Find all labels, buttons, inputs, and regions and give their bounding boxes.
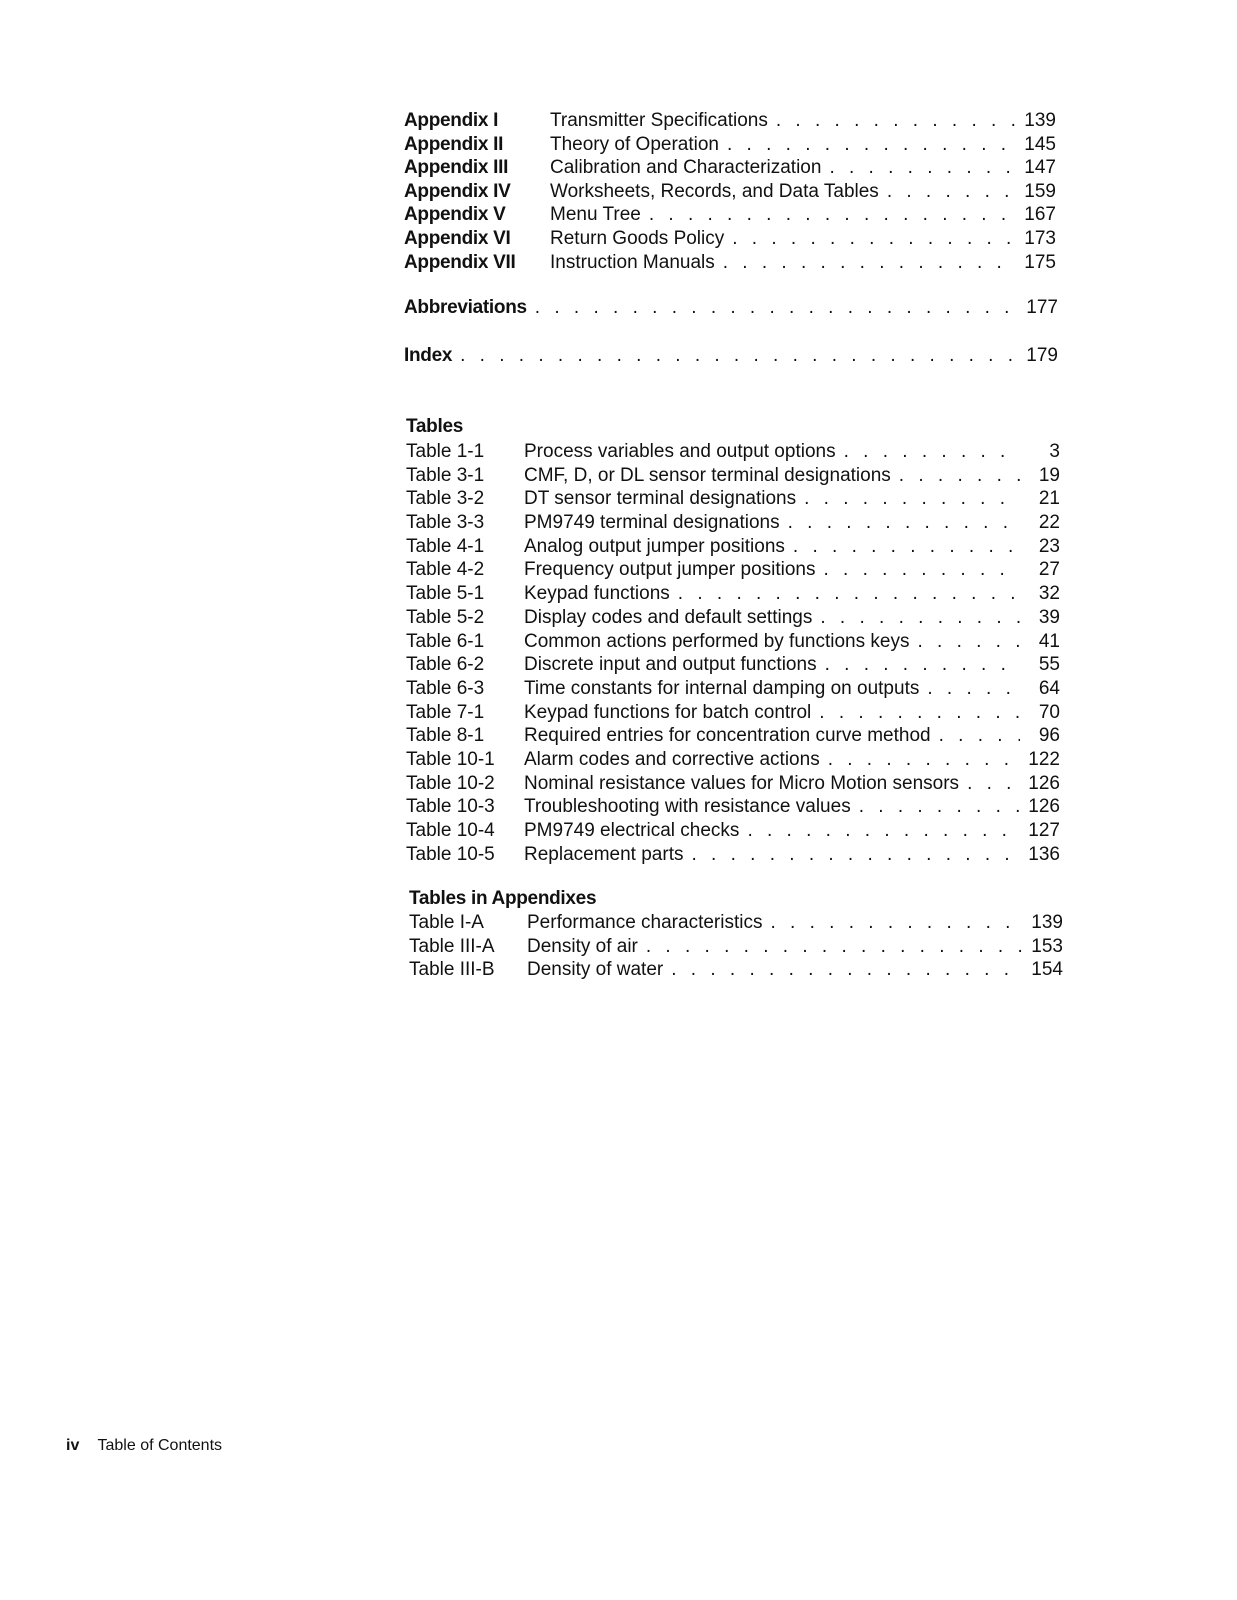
entry-title: Replacement parts bbox=[524, 843, 684, 865]
entry-page-number: 27 bbox=[1038, 559, 1060, 581]
dot-leader bbox=[727, 134, 1016, 156]
entry-label: Appendix IV bbox=[404, 180, 511, 202]
appendix-tables-heading: Tables in Appendixes bbox=[409, 888, 597, 909]
dot-leader bbox=[899, 465, 1020, 487]
entry-page-number: 19 bbox=[1038, 464, 1060, 486]
entry-label: Table 5-2 bbox=[406, 606, 485, 628]
dot-leader bbox=[829, 157, 1016, 179]
entry-page-number: 139 bbox=[1031, 912, 1063, 933]
entry-title: Transmitter Specifications bbox=[550, 110, 768, 131]
entry-title: Alarm codes and corrective actions bbox=[524, 748, 820, 770]
entry-label: Table 7-1 bbox=[406, 701, 485, 723]
entry-title: Required entries for concentration curve method bbox=[524, 725, 931, 747]
entry-label: Appendix VI bbox=[404, 227, 511, 249]
entry-title: Return Goods Policy bbox=[550, 227, 725, 249]
entry-label: Table 1-1 bbox=[406, 441, 485, 462]
toc-entry bbox=[406, 583, 1060, 607]
abbreviations-label: Abbreviations bbox=[404, 297, 527, 318]
toc-entry bbox=[406, 796, 1060, 820]
entry-label: Appendix III bbox=[404, 157, 509, 179]
dot-leader bbox=[939, 725, 1020, 747]
entry-label: Table 5-1 bbox=[406, 583, 485, 605]
entry-page-number: 41 bbox=[1038, 630, 1060, 652]
dot-leader bbox=[776, 110, 1016, 132]
dot-leader bbox=[927, 678, 1020, 700]
entry-title: CMF, D, or DL sensor terminal designations bbox=[524, 464, 891, 486]
toc-entry bbox=[404, 252, 1056, 276]
entry-title: Process variables and output options bbox=[524, 441, 836, 462]
toc-entry bbox=[404, 228, 1056, 252]
entry-title: Density of water bbox=[527, 959, 664, 981]
entry-label: Table 4-2 bbox=[406, 559, 485, 581]
dot-leader bbox=[819, 702, 1020, 724]
dot-leader bbox=[770, 912, 1023, 934]
footer-section: Table of Contents bbox=[97, 1437, 223, 1454]
entry-page-number: 167 bbox=[1024, 204, 1056, 226]
entry-page-number: 126 bbox=[1028, 772, 1060, 794]
entry-title: Instruction Manuals bbox=[550, 251, 715, 273]
entry-label: Table I-A bbox=[409, 912, 484, 933]
entry-label: Table 10-1 bbox=[406, 748, 495, 770]
toc-entry bbox=[406, 631, 1060, 655]
appendix-tables-list bbox=[409, 912, 1063, 983]
appendix-tables-section bbox=[409, 888, 1063, 983]
entry-label: Table 6-3 bbox=[406, 677, 485, 699]
toc-entry bbox=[406, 725, 1060, 749]
toc-entry bbox=[406, 654, 1060, 678]
index-label: Index bbox=[404, 345, 453, 366]
entry-label: Table III-B bbox=[409, 959, 495, 981]
toc-entry bbox=[409, 912, 1063, 936]
entry-label: Table 10-4 bbox=[406, 820, 495, 841]
dot-leader bbox=[732, 228, 1016, 250]
dot-leader bbox=[723, 252, 1016, 274]
entry-page-number: 136 bbox=[1028, 843, 1060, 865]
tables-section bbox=[406, 416, 1060, 867]
toc-entry bbox=[404, 110, 1056, 134]
entry-page-number: 122 bbox=[1028, 748, 1060, 770]
entry-title: Menu Tree bbox=[550, 204, 641, 226]
entry-page-number: 21 bbox=[1038, 488, 1060, 510]
entry-title: Keypad functions for batch control bbox=[524, 701, 812, 723]
entry-title: Nominal resistance values for Micro Motion sensors bbox=[524, 772, 960, 794]
page-footer bbox=[66, 1437, 222, 1455]
entry-label: Table 3-1 bbox=[406, 464, 485, 486]
entry-label: Table 6-1 bbox=[406, 630, 485, 652]
tables-list bbox=[406, 441, 1060, 867]
entry-page-number: 159 bbox=[1024, 180, 1056, 202]
entry-page-number: 147 bbox=[1024, 157, 1056, 179]
dot-leader bbox=[788, 512, 1020, 534]
toc-entry bbox=[404, 181, 1056, 205]
dot-leader bbox=[460, 345, 1018, 367]
dot-leader bbox=[649, 204, 1016, 226]
dot-leader bbox=[535, 297, 1018, 319]
toc-entry bbox=[404, 204, 1056, 228]
dot-leader bbox=[804, 488, 1020, 510]
entry-title: Calibration and Characterization bbox=[550, 157, 822, 179]
entry-title: Density of air bbox=[527, 935, 638, 957]
dot-leader bbox=[678, 583, 1020, 605]
entry-title: Frequency output jumper positions bbox=[524, 559, 816, 581]
entry-label: Table 10-3 bbox=[406, 796, 495, 818]
entry-title: Analog output jumper positions bbox=[524, 535, 785, 557]
toc-entry bbox=[406, 678, 1060, 702]
entry-label: Appendix VII bbox=[404, 251, 516, 273]
dot-leader bbox=[828, 749, 1020, 771]
entry-page-number: 139 bbox=[1024, 110, 1056, 131]
entry-title: Worksheets, Records, and Data Tables bbox=[550, 180, 879, 202]
entry-label: Table 4-1 bbox=[406, 535, 485, 557]
dot-leader bbox=[793, 536, 1020, 558]
dot-leader bbox=[747, 820, 1020, 842]
entry-page-number: 64 bbox=[1038, 677, 1060, 699]
entry-title: Theory of Operation bbox=[550, 133, 719, 155]
toc-entry bbox=[409, 936, 1063, 960]
dot-leader bbox=[859, 796, 1020, 818]
abbreviations-page: 177 bbox=[1026, 297, 1058, 318]
dot-leader bbox=[844, 441, 1020, 463]
entry-label: Table 3-2 bbox=[406, 488, 485, 510]
entry-label: Table 10-5 bbox=[406, 843, 495, 865]
dot-leader bbox=[887, 181, 1016, 203]
entry-title: Common actions performed by functions keys bbox=[524, 630, 910, 652]
abbreviations-entry bbox=[404, 297, 1058, 319]
toc-entry bbox=[409, 959, 1063, 983]
entry-page-number: 145 bbox=[1024, 133, 1056, 155]
toc-entry bbox=[406, 773, 1060, 797]
entry-page-number: 3 bbox=[1049, 441, 1060, 462]
entry-label: Table 10-2 bbox=[406, 772, 495, 794]
entry-title: Keypad functions bbox=[524, 583, 670, 605]
dot-leader bbox=[820, 607, 1020, 629]
dot-leader bbox=[967, 773, 1020, 795]
toc-entry bbox=[406, 488, 1060, 512]
entry-page-number: 22 bbox=[1038, 512, 1060, 534]
dot-leader bbox=[671, 959, 1023, 981]
entry-label: Table III-A bbox=[409, 935, 495, 957]
entry-label: Table 6-2 bbox=[406, 654, 485, 676]
entry-page-number: 173 bbox=[1024, 227, 1056, 249]
index-entry bbox=[404, 345, 1058, 367]
entry-title: Discrete input and output functions bbox=[524, 654, 817, 676]
entry-title: Time constants for internal damping on outputs bbox=[524, 677, 920, 699]
entry-label: Table 3-3 bbox=[406, 512, 485, 534]
entry-page-number: 154 bbox=[1031, 959, 1063, 981]
toc-entry bbox=[406, 844, 1060, 868]
entry-page-number: 153 bbox=[1031, 935, 1063, 957]
entry-title: Display codes and default settings bbox=[524, 606, 813, 628]
toc-entry bbox=[404, 134, 1056, 158]
toc-entry bbox=[406, 820, 1060, 844]
toc-entry bbox=[406, 536, 1060, 560]
dot-leader bbox=[825, 654, 1020, 676]
entry-title: Performance characteristics bbox=[527, 912, 763, 933]
entry-page-number: 39 bbox=[1038, 606, 1060, 628]
dot-leader bbox=[917, 631, 1020, 653]
entry-label: Appendix V bbox=[404, 204, 506, 226]
entry-label: Table 8-1 bbox=[406, 725, 485, 747]
entry-title: PM9749 electrical checks bbox=[524, 820, 740, 841]
dot-leader bbox=[691, 844, 1020, 866]
appendix-list bbox=[404, 110, 1056, 275]
toc-entry bbox=[406, 702, 1060, 726]
entry-page-number: 96 bbox=[1038, 725, 1060, 747]
tables-heading: Tables bbox=[406, 416, 463, 437]
entry-page-number: 55 bbox=[1038, 654, 1060, 676]
entry-label: Appendix I bbox=[404, 110, 499, 131]
dot-leader bbox=[824, 559, 1021, 581]
entry-title: PM9749 terminal designations bbox=[524, 512, 780, 534]
entry-page-number: 127 bbox=[1028, 820, 1060, 841]
toc-entry bbox=[406, 749, 1060, 773]
footer-page-number: iv bbox=[66, 1437, 80, 1454]
entry-page-number: 23 bbox=[1038, 535, 1060, 557]
toc-entry bbox=[406, 512, 1060, 536]
entry-page-number: 32 bbox=[1038, 583, 1060, 605]
entry-page-number: 70 bbox=[1038, 701, 1060, 723]
entry-label: Appendix II bbox=[404, 133, 504, 155]
entry-page-number: 126 bbox=[1028, 796, 1060, 818]
entry-title: DT sensor terminal designations bbox=[524, 488, 797, 510]
toc-entry bbox=[406, 441, 1060, 465]
entry-page-number: 175 bbox=[1024, 251, 1056, 273]
toc-entry bbox=[406, 559, 1060, 583]
dot-leader bbox=[646, 936, 1023, 958]
entry-title: Troubleshooting with resistance values bbox=[524, 796, 851, 818]
toc-entry bbox=[406, 465, 1060, 489]
toc-entry bbox=[404, 157, 1056, 181]
index-page: 179 bbox=[1026, 345, 1058, 366]
toc-entry bbox=[406, 607, 1060, 631]
